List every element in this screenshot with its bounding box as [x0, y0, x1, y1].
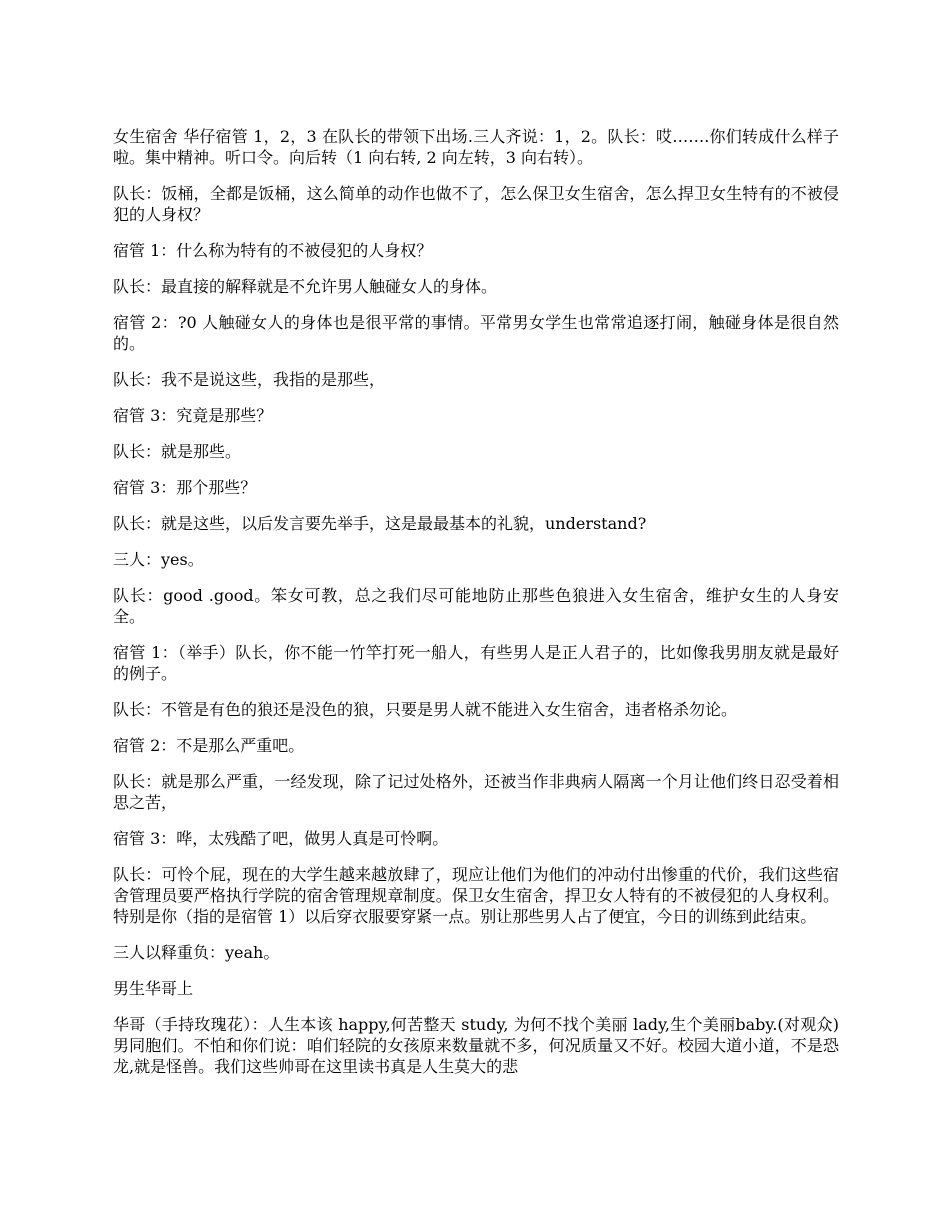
paragraph-20: 男生华哥上 [113, 979, 194, 998]
paragraph-1: 女生宿舍 华仔宿管 1，2，3 在队长的带领下出场.三人齐说：1，2。队长：哎…….你们转成什么样子啦。集中精神。听口令。向后转（1 向右转, 2 向左转，3 向右转）。 [113, 127, 839, 167]
paragraph-11: 三人：yes。 [113, 550, 204, 569]
paragraph-14: 队长：不管是有色的狼还是没色的狼，只要是男人就不能进入女生宿舍，违者格杀勿论。 [113, 700, 738, 719]
paragraph-16: 队长：就是那么严重，一经发现，除了记过处格外，还被当作非典病人隔离一个月让他们终日忍受着相思之苦， [113, 772, 839, 812]
paragraph-13: 宿管 1：（举手）队长，你不能一竹竿打死一船人，有些男人是正人君子的，比如像我男朋友就是最好的例子。 [113, 643, 839, 683]
paragraph-9: 宿管 3：那个那些？ [113, 478, 257, 497]
paragraph-10: 队长：就是这些，以后发言要先举手，这是最最基本的礼貌，understand? [113, 514, 647, 533]
paragraph-6: 队长：我不是说这些，我指的是那些， [113, 370, 386, 389]
paragraph-12: 队长：good .good。笨女可教，总之我们尽可能地防止那些色狼进入女生宿舍，维护女生的人身安全。 [113, 586, 839, 626]
paragraph-19: 三人以释重负：yeah。 [113, 943, 280, 962]
paragraph-17: 宿管 3：哗，太残酷了吧，做男人真是可怜啊。 [113, 829, 449, 848]
paragraph-4: 队长：最直接的解释就是不允许男人触碰女人的身体。 [113, 277, 498, 296]
paragraph-8: 队长：就是那些。 [113, 442, 242, 461]
document-body [113, 126, 839, 1092]
paragraph-7: 宿管 3：究竟是那些？ [113, 406, 273, 425]
paragraph-15: 宿管 2：不是那么严重吧。 [113, 736, 305, 755]
paragraph-5: 宿管 2：?0 人触碰女人的身体也是很平常的事情。平常男女学生也常常追逐打闹，触碰身体是很自然的。 [113, 313, 839, 353]
paragraph-2: 队长：饭桶，全都是饭桶，这么简单的动作也做不了，怎么保卫女生宿舍，怎么捍卫女生特有的不被侵犯的人身权？ [113, 184, 839, 224]
paragraph-3: 宿管 1：什么称为特有的不被侵犯的人身权？ [113, 241, 433, 260]
paragraph-21: 华哥（手持玫瑰花）：人生本该 happy,何苦整天 study, 为何不找个美丽 lady,生个美丽baby.(对观众)男同胞们。不怕和你们说：咱们轻院的女孩原来数量就不多，何况质量又不好。校园大道小道，不是恐龙,就是怪兽。我们这些帅哥在这里读书真是人生莫大的悲 [113, 1015, 839, 1076]
paragraph-18: 队长：可怜个屁，现在的大学生越来越放肆了，现应让他们为他们的冲动付出惨重的代价，我们这些宿舍管理员要严格执行学院的宿舍管理规章制度。保卫女生宿舍，捍卫女人特有的不被侵犯的人身权利。特别是你（指的是宿管 1）以后穿衣服要穿紧一点。别让那些男人占了便宜，今日的训练到此结束。 [113, 865, 839, 926]
